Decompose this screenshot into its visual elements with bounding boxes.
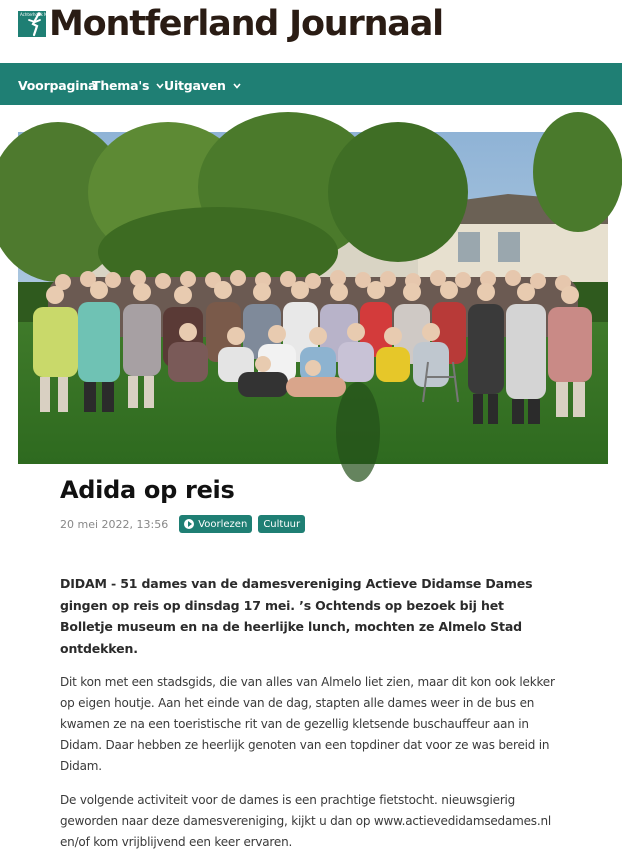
read-aloud-label: Voorlezen <box>198 518 248 530</box>
main-navigation <box>0 63 622 105</box>
group-photo <box>18 132 608 464</box>
hero-image <box>18 132 608 464</box>
article-meta <box>60 514 311 534</box>
nav-item-themas[interactable] <box>92 63 164 105</box>
nav-item-voorpagina[interactable] <box>18 63 96 105</box>
brand-logo[interactable] <box>18 11 61 37</box>
article-title: Adida op reis <box>60 476 235 504</box>
site-title[interactable]: Montferland Journaal <box>49 4 443 44</box>
play-icon <box>184 519 194 529</box>
nav-item-label: Uitgaven <box>164 78 226 93</box>
article-paragraph: Dit kon met een stadsgids, die van alles van Almelo liet zien, maar dit kon ook lekker op eigen houtje. Aan het einde van de dag, stapten alle dames weer in de bus en kwamen ze na een toeristische rit van de gezellig kletsende buschauffeur aan in Didam. Daar hebben ze heerlijk genoten van een topdiner dat voor ze was bereid in Didam. <box>60 675 555 773</box>
article-date: 20 mei 2022, 13:56 <box>60 517 169 531</box>
nav-item-label: Voorpagina <box>18 78 97 93</box>
chevron-down-icon <box>233 83 241 89</box>
nav-item-uitgaven[interactable] <box>164 63 241 105</box>
article-lead: DIDAM - 51 dames van de damesvereniging Actieve Didamse Dames gingen op reis op dinsdag 17 mei. ’s Ochtends op bezoek bij het Bolletje museum en na de heerlijke lunch, mochten ze Almelo Stad ontdekken. <box>60 576 533 656</box>
article-body <box>60 573 560 853</box>
masthead <box>0 0 622 62</box>
badge-text: Achterhoek NIEUWS <box>20 12 61 17</box>
category-tag[interactable]: Cultuur <box>258 515 305 533</box>
article-paragraph: De volgende activiteit voor de dames is een prachtige fietstocht. nieuwsgierig geworden naar deze damesvereniging, kijkt u dan op www.actievedidamsedames.nl en/of kom vrijblijvend een keer ervaren. <box>60 793 552 849</box>
nav-item-label: Thema's <box>92 78 150 93</box>
read-aloud-button[interactable] <box>179 515 252 533</box>
